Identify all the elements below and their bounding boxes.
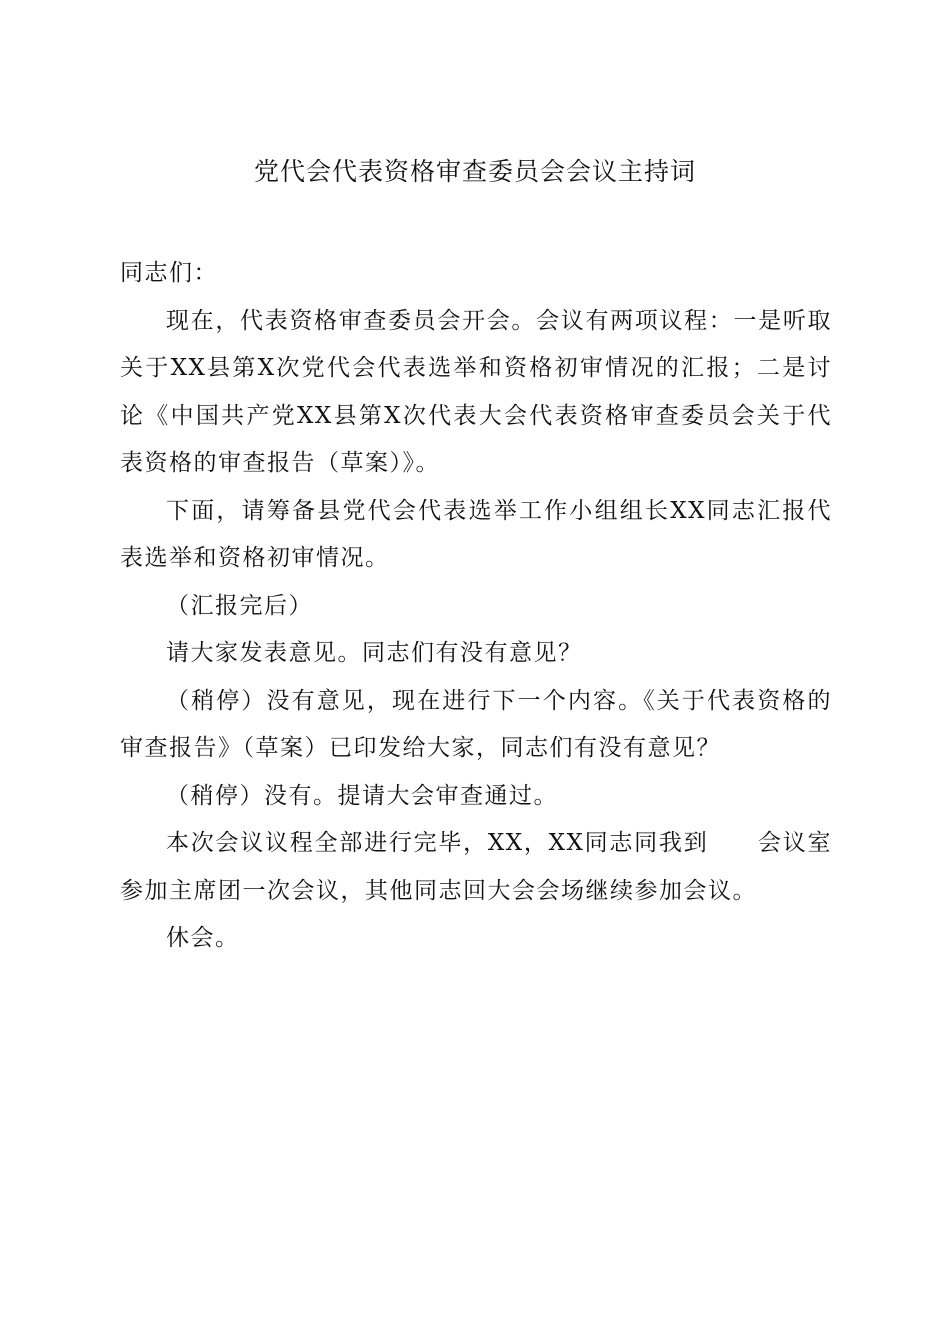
paragraph-closing-arrangement: 本次会议议程全部进行完毕，XX，XX同志同我到 会议室参加主席团一次会议，其他同志回大会会场继续参加会议。 xyxy=(120,830,832,904)
paragraph-next-item: （稍停）没有意见，现在进行下一个内容。《关于代表资格的审查报告》（草案）已印发给大家，同志们有没有意见？ xyxy=(120,687,832,761)
paragraph-ask-opinions: 请大家发表意见。同志们有没有意见？ xyxy=(166,640,583,666)
paragraph-approval: （稍停）没有。提请大会审查通过。 xyxy=(166,782,558,809)
document-title: 党代会代表资格审查委员会会议主持词 xyxy=(253,157,696,186)
paragraph-report-request: 下面，请筹备县党代会代表选举工作小组组长XX同志汇报代表选举和资格初审情况。 xyxy=(120,497,832,571)
paragraph-after-report: （汇报完后） xyxy=(166,592,313,619)
paragraph-opening: 现在，代表资格审查委员会开会。会议有两项议程：一是听取关于XX县第X次党代会代表选举和资格初审情况的汇报；二是讨论《中国共产党XX县第X次代表大会代表资格审查委员会关于代表资格的审查报告（草案）》。 xyxy=(120,307,832,476)
salutation: 同志们： xyxy=(120,260,218,286)
document-body xyxy=(120,250,832,963)
paragraph-adjourn: 休会。 xyxy=(166,925,240,951)
